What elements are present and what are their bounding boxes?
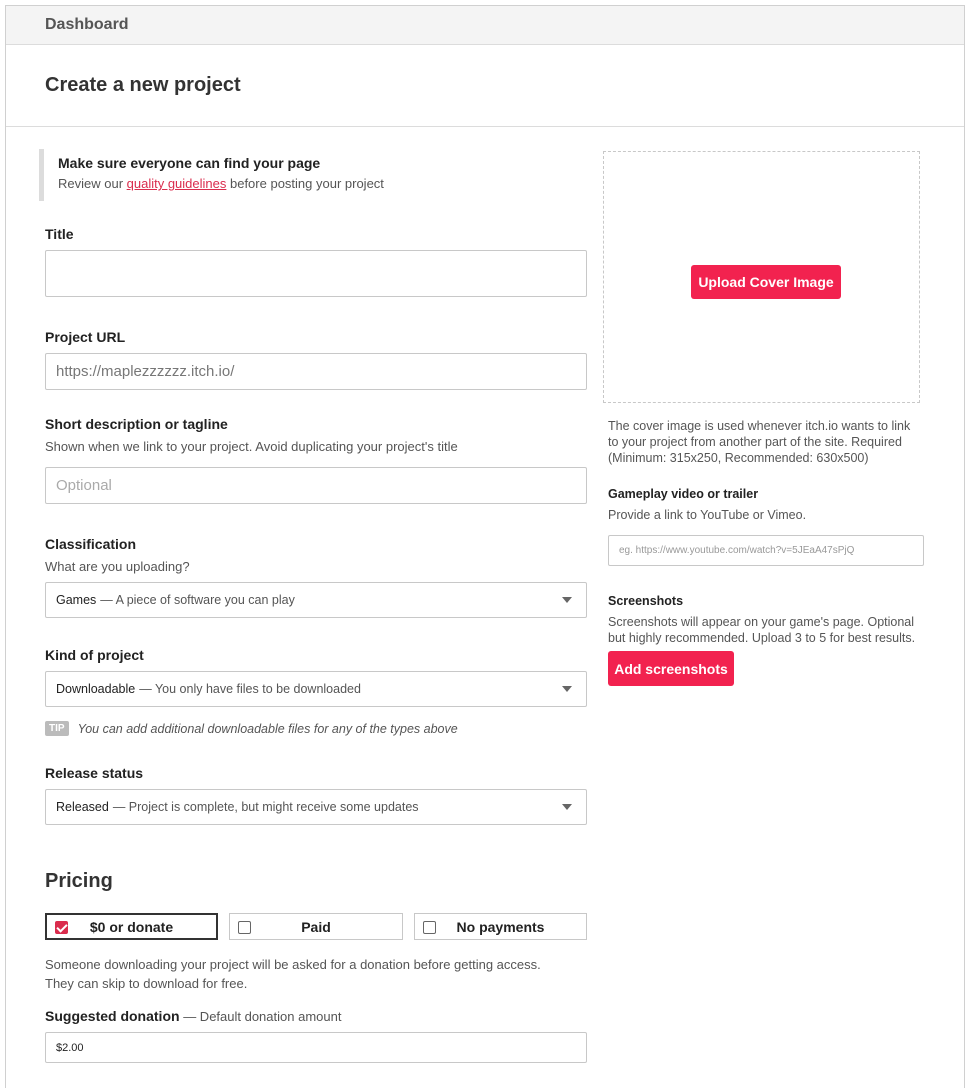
notice-text-before: Review our (58, 176, 127, 191)
cover-help-3: (Minimum: 315x250, Recommended: 630x500) (608, 451, 869, 465)
classification-value: Games (56, 593, 97, 607)
video-url-input[interactable]: eg. https://www.youtube.com/watch?v=5JEaA47sPjQ (608, 535, 924, 566)
notice-text-after: before posting your project (226, 176, 384, 191)
short-description-help: Shown when we link to your project. Avoid duplicating your project's title (45, 439, 458, 454)
checkbox-icon (423, 921, 436, 934)
tip-text: You can add additional downloadable files for any of the types above (77, 721, 458, 736)
chevron-down-icon (562, 597, 572, 603)
video-label: Gameplay video or trailer (608, 487, 759, 501)
kind-desc: — You only have files to be downloaded (139, 682, 361, 696)
classification-label: Classification (45, 536, 137, 552)
release-status-desc: — Project is complete, but might receive some updates (112, 800, 419, 814)
kind-select[interactable] (45, 671, 587, 707)
pricing-option-label: Paid (301, 918, 331, 935)
suggested-donation-input[interactable]: $2.00 (45, 1032, 587, 1063)
pricing-description-1: Someone downloading your project will be asked for a donation before getting access. (45, 957, 541, 972)
dashboard-link[interactable]: Dashboard (45, 16, 129, 33)
checkbox-icon (238, 921, 251, 934)
pricing-option-label: No payments (456, 918, 545, 935)
notice-title: Make sure everyone can find your page (58, 155, 321, 171)
pricing-heading: Pricing (45, 870, 113, 892)
project-url-label: Project URL (45, 329, 126, 345)
kind-value: Downloadable (56, 682, 136, 696)
title-input[interactable] (45, 250, 587, 297)
chevron-down-icon (562, 686, 572, 692)
release-status-label: Release status (45, 765, 144, 781)
pricing-option-donate[interactable] (45, 913, 218, 940)
short-description-input[interactable]: Optional (45, 467, 587, 504)
project-url-input[interactable]: https://maplezzzzzz.itch.io/ (45, 353, 587, 390)
screenshots-label: Screenshots (608, 594, 684, 608)
video-help: Provide a link to YouTube or Vimeo. (608, 508, 807, 522)
kind-label: Kind of project (45, 647, 144, 663)
notice-box (39, 149, 579, 201)
checkbox-checked-icon (55, 921, 68, 934)
classification-help: What are you uploading? (45, 559, 190, 574)
tip-badge: TIP (45, 721, 69, 736)
pricing-option-label: $0 or donate (89, 918, 174, 935)
notice-text (58, 176, 579, 191)
classification-select[interactable] (45, 582, 587, 618)
screenshots-help-2: but highly recommended. Upload 3 to 5 for best results. (608, 631, 916, 645)
classification-desc: — A piece of software you can play (100, 593, 295, 607)
title-label: Title (45, 226, 74, 242)
suggested-donation-help: — Default donation amount (183, 1009, 342, 1024)
upload-cover-image-button[interactable]: Upload Cover Image (691, 265, 841, 299)
cover-help-1: The cover image is used whenever itch.io wants to link (608, 419, 911, 433)
release-status-value: Released (56, 800, 109, 814)
release-status-select[interactable] (45, 789, 587, 825)
tip-row (45, 721, 458, 736)
pricing-option-no-payments[interactable] (414, 913, 587, 940)
suggested-donation-row (45, 1008, 341, 1024)
top-bar (6, 6, 964, 45)
pricing-description-2: They can skip to download for free. (45, 976, 248, 991)
suggested-donation-label: Suggested donation (45, 1008, 180, 1024)
short-description-label: Short description or tagline (45, 416, 228, 432)
page-title: Create a new project (45, 74, 241, 96)
cover-help-2: to your project from another part of the site. Required (608, 435, 902, 449)
screenshots-help-1: Screenshots will appear on your game's page. Optional (608, 615, 915, 629)
quality-guidelines-link[interactable]: quality guidelines (126, 176, 227, 191)
pricing-option-paid[interactable] (229, 913, 403, 940)
add-screenshots-button[interactable]: Add screenshots (608, 651, 734, 686)
page-header (6, 45, 964, 127)
chevron-down-icon (562, 804, 572, 810)
